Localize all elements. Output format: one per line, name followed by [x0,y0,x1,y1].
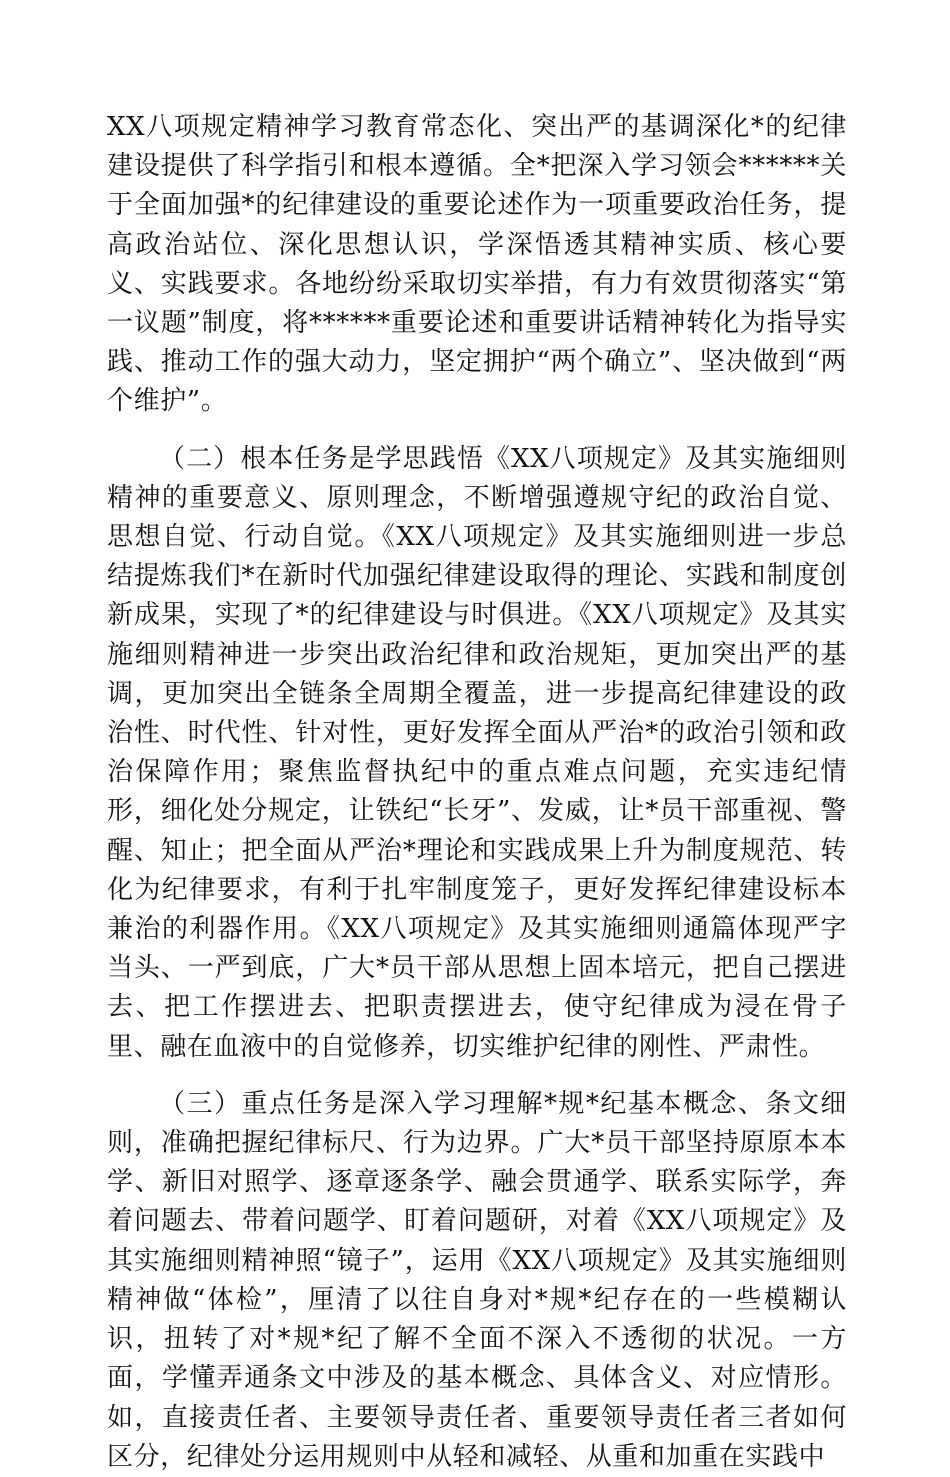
document-body [107,108,847,1477]
paragraph-2: （二）根本任务是学思践悟《XX八项规定》及其实施细则精神的重要意义、原则理念，不断增强遵规守纪的政治自觉、思想自觉、行动自觉。《XX八项规定》及其实施细则进一步总结提炼我们*在新时代加强纪律建设取得的理论、实践和制度创新成果，实现了*的纪律建设与时俱进。《XX八项规定》及其实施细则精神进一步突出政治纪律和政治规矩，更加突出严的基调，更加突出全链条全周期全覆盖，进一步提高纪律建设的政治性、时代性、针对性，更好发挥全面从严治*的政治引领和政治保障作用；聚焦监督执纪中的重点难点问题，充实违纪情形，细化处分规定，让铁纪“长牙”、发威，让*员干部重视、警醒、知止；把全面从严治*理论和实践成果上升为制度规范、转化为纪律要求，有利于扎牢制度笼子，更好发挥纪律建设标本兼治的利器作用。《XX八项规定》及其实施细则通篇体现严字当头、一严到底，广大*员干部从思想上固本培元，把自己摆进去、把工作摆进去、把职责摆进去，使守纪律成为浸在骨子里、融在血液中的自觉修养，切实维护纪律的刚性、严肃性。 [107,443,847,1062]
paragraph-1: XX八项规定精神学习教育常态化、突出严的基调深化*的纪律建设提供了科学指引和根本遵循。全*把深入学习领会******关于全面加强*的纪律建设的重要论述作为一项重要政治任务，提高政治站位、深化思想认识，学深悟透其精神实质、核心要义、实践要求。各地纷纷采取切实举措，有力有效贯彻落实“第一议题”制度，将******重要论述和重要讲话精神转化为指导实践、推动工作的强大动力，坚定拥护“两个确立”、坚决做到“两个维护”。 [107,112,847,417]
paragraph-3: （三）重点任务是深入学习理解*规*纪基本概念、条文细则，准确把握纪律标尺、行为边界。广大*员干部坚持原原本本学、新旧对照学、逐章逐条学、融会贯通学、联系实际学，奔着问题去、带着问题学、盯着问题研，对着《XX八项规定》及其实施细则精神照“镜子”，运用《XX八项规定》及其实施细则精神做“体检”，厘清了以往自身对*规*纪存在的一些模糊认识，扭转了对*规*纪了解不全面不深入不透彻的状况。一方面，学懂弄通条文中涉及的基本概念、具体含义、对应情形。如，直接责任者、主要领导责任者、重要领导责任者三者如何区分，纪律处分运用规则中从轻和减轻、从重和加重在实践中 [107,1088,847,1472]
